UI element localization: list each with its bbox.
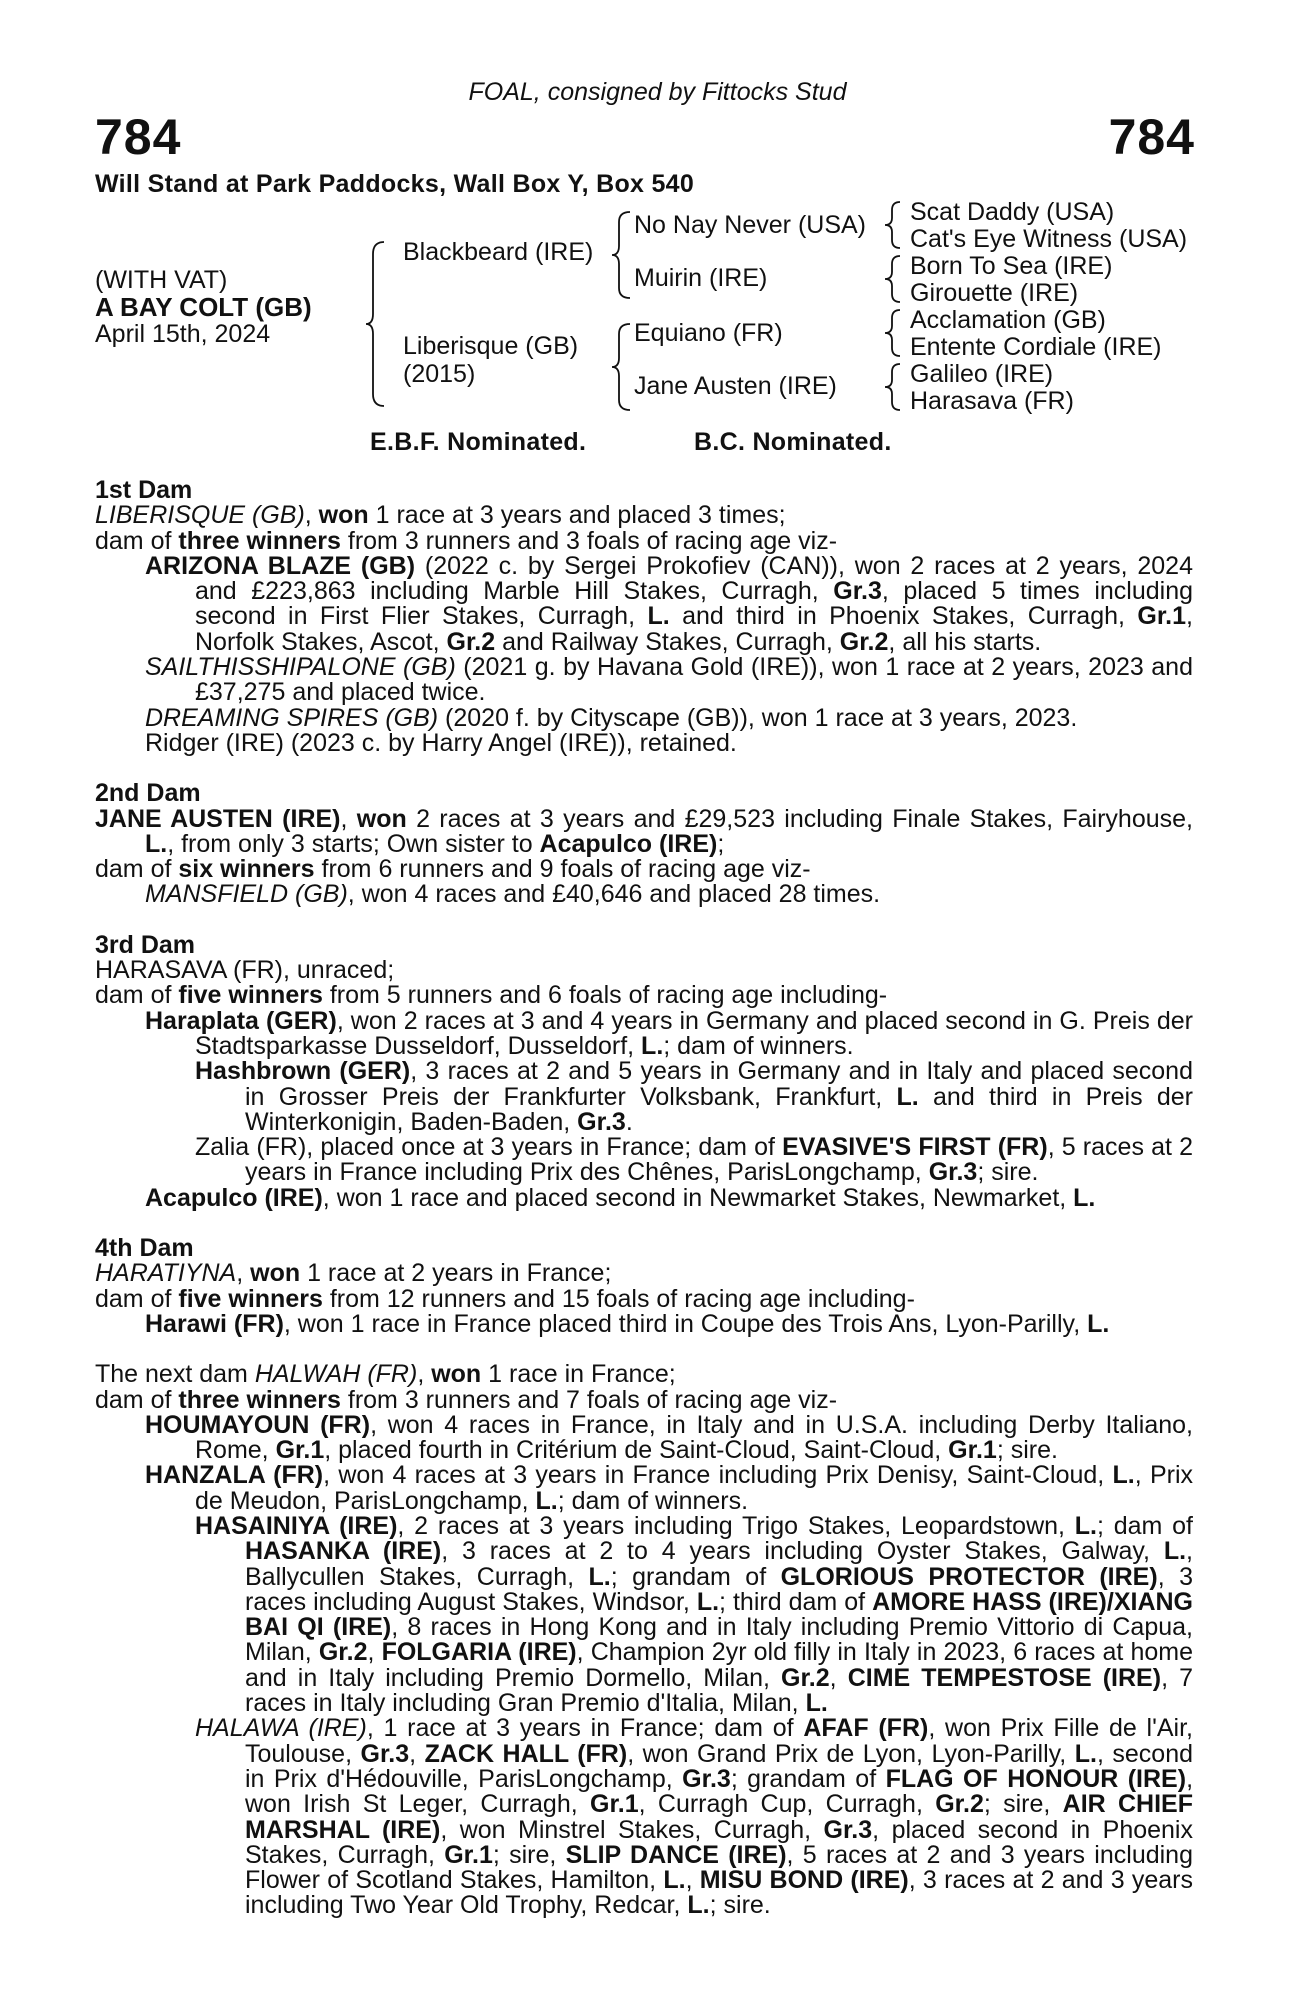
produce-entry: dam of five winners from 5 runners and 6 foals of racing age including- <box>95 981 888 1010</box>
produce-entry: Zalia (FR), placed once at 3 years in France; dam of EVASIVE'S FIRST (FR), 5 races at 2 years in France including Prix des Chênes, ParisLongchamp, Gr.3; sire. <box>195 1133 1193 1187</box>
lot-number-left: 784 <box>95 109 182 165</box>
produce-entry: DREAMING SPIRES (GB) (2020 f. by Cityscape (GB)), won 1 race at 3 years, 2023. <box>145 703 1078 732</box>
sire-dam: Muirin (IRE) <box>634 264 768 292</box>
dam-dam: Jane Austen (IRE) <box>634 372 837 400</box>
foaling-date: April 15th, 2024 <box>95 320 271 348</box>
pedigree-brace-sire <box>610 210 634 300</box>
ancestor-5: Acclamation (GB) <box>910 306 1106 334</box>
section-heading: 4th Dam <box>95 1234 194 1263</box>
produce-entry: dam of three winners from 3 runners and 7 foals of racing age viz- <box>95 1385 838 1414</box>
produce-entry: Harawi (FR), won 1 race in France placed third in Coupe des Trois Ans, Lyon-Parilly, L. <box>145 1309 1110 1338</box>
ancestor-6: Entente Cordiale (IRE) <box>910 333 1162 361</box>
horse-name: A BAY COLT (GB) <box>95 292 312 322</box>
section-spacer <box>95 908 1193 933</box>
produce-entry: HASAINIYA (IRE), 2 races at 3 years including Trigo Stakes, Leopardstown, L.; dam of HASANKA (IRE), 3 races at 2 to 4 years including Oyster Stakes, Galway, L., Ballycullen Stakes, Curragh, L.; grandam of GLORIOUS PROTECTOR (IRE), 3 races including August Stakes, Windsor, L.; third dam of AMORE HASS (IRE)/XIANG BAI QI (IRE), 8 races in Hong Kong and in Italy including Premio Vittorio di Capua, Milan, Gr.2, FOLGARIA (IRE), Champion 2yr old filly in Italy in 2023, 6 races at home and in Italy including Premio Dormello, Milan, Gr.2, CIME TEMPESTOSE (IRE), 7 races in Italy including Gran Premio d'Italia, Milan, L. <box>195 1511 1194 1718</box>
produce-entry: HARASAVA (FR), unraced; <box>95 956 395 985</box>
produce-entry: Acapulco (IRE), won 1 race and placed second in Newmarket Stakes, Newmarket, L. <box>145 1183 1096 1212</box>
pedigree-brace-main <box>364 240 388 408</box>
dam-section <box>95 1211 1193 1337</box>
section-heading: 1st Dam <box>95 476 193 504</box>
dam-section <box>95 756 1193 907</box>
lot-number-right: 784 <box>1108 109 1195 165</box>
produce-entry: HALAWA (IRE), 1 race at 3 years in France; dam of AFAF (FR), won Prix Fille de l'Air, Toulouse, Gr.3, ZACK HALL (FR), won Grand Prix de Lyon, Lyon-Parilly, L., second in Prix d'Hédouville, ParisLongchamp, Gr.3; grandam of FLAG OF HONOUR (IRE), won Irish St Leger, Curragh, Gr.1, Curragh Cup, Curragh, Gr.2; sire, AIR CHIEF MARSHAL (IRE), won Minstrel Stakes, Curragh, Gr.3, placed second in Phoenix Stakes, Curragh, Gr.1; sire, SLIP DANCE (IRE), 5 races at 2 and 3 years including Flower of Scotland Stakes, Hamilton, L., MISU BOND (IRE), 3 races at 2 and 3 years including Two Year Old Trophy, Redcar, L.; sire. <box>195 1714 1194 1920</box>
produce-entry: HARATIYNA, won 1 race at 2 years in France; <box>95 1259 612 1288</box>
produce-entry: dam of five winners from 12 runners and 15 foals of racing age including- <box>95 1284 915 1313</box>
produce-entry: SAILTHISSHIPALONE (GB) (2021 g. by Havana Gold (IRE)), won 1 race at 2 years, 2023 and £37,275 and placed twice. <box>145 653 1193 707</box>
section-heading: 2nd Dam <box>95 779 201 808</box>
dam-section <box>95 478 1193 756</box>
ancestor-2: Cat's Eye Witness (USA) <box>910 225 1188 253</box>
section-spacer <box>95 1337 1193 1362</box>
vat-label: (WITH VAT) <box>95 266 228 294</box>
produce-entry: Hashbrown (GER), 3 races at 2 and 5 years in Germany and in Italy and placed second in Grosser Preis der Frankfurter Volksbank, Frankfurt, L. and third in Preis der Winterkonigin, Baden-Baden, Gr.3. <box>195 1057 1193 1136</box>
dam-year: (2015) <box>403 360 476 388</box>
bc-nominated: B.C. Nominated. <box>694 428 892 456</box>
produce-entry: dam of three winners from 3 runners and 3 foals of racing age viz- <box>95 526 838 555</box>
produce-record <box>95 478 1193 1919</box>
ebf-nominated: E.B.F. Nominated. <box>370 428 587 456</box>
produce-entry: LIBERISQUE (GB), won 1 race at 3 years and placed 3 times; <box>95 501 786 530</box>
ancestor-4: Girouette (IRE) <box>910 279 1079 307</box>
produce-entry: HOUMAYOUN (FR), won 4 races in France, in Italy and in U.S.A. including Derby Italiano, Rome, Gr.1, placed fourth in Critérium de Saint-Cloud, Saint-Cloud, Gr.1; sire. <box>145 1410 1194 1465</box>
dam-section <box>95 908 1193 1211</box>
dam-section <box>95 1337 1193 1919</box>
section-spacer <box>95 756 1193 781</box>
sire-name: Blackbeard (IRE) <box>403 238 594 266</box>
produce-entry: ARIZONA BLAZE (GB) (2022 c. by Sergei Prokofiev (CAN)), won 2 races at 2 years, 2024 and £223,863 including Marble Hill Stakes, Curragh, Gr.3, placed 5 times including second in First Flier Stakes, Curragh, L. and third in Phoenix Stakes, Curragh, Gr.1, Norfolk Stakes, Ascot, Gr.2 and Railway Stakes, Curragh, Gr.2, all his starts. <box>145 551 1194 656</box>
pedigree-brace-g2 <box>882 254 904 304</box>
ancestor-1: Scat Daddy (USA) <box>910 198 1115 226</box>
stand-location: Will Stand at Park Paddocks, Wall Box Y, Box 540 <box>95 170 695 198</box>
produce-entry: MANSFIELD (GB), won 4 races and £40,646 and placed 28 times. <box>145 880 881 909</box>
produce-entry: The next dam HALWAH (FR), won 1 race in France; <box>95 1360 676 1389</box>
dam-name: Liberisque (GB) <box>403 332 579 360</box>
pedigree-brace-g1 <box>882 200 904 250</box>
dam-sire: Equiano (FR) <box>634 319 783 347</box>
produce-entry: JANE AUSTEN (IRE), won 2 races at 3 years and £29,523 including Finale Stakes, Fairyhouse, L., from only 3 starts; Own sister to Acapulco (IRE); <box>95 804 1193 858</box>
consignment-line: FOAL, consigned by Fittocks Stud <box>468 78 847 106</box>
sire-sire: No Nay Never (USA) <box>634 211 866 239</box>
section-spacer <box>95 1211 1193 1236</box>
pedigree-brace-g4 <box>882 362 904 412</box>
produce-entry: dam of six winners from 6 runners and 9 foals of racing age viz- <box>95 855 811 884</box>
produce-entry: HANZALA (FR), won 4 races at 3 years in France including Prix Denisy, Saint-Cloud, L., Prix de Meudon, ParisLongchamp, L.; dam of winners. <box>145 1461 1193 1515</box>
ancestor-7: Galileo (IRE) <box>910 360 1054 388</box>
ancestor-3: Born To Sea (IRE) <box>910 252 1113 280</box>
pedigree-brace-dam <box>610 322 634 412</box>
ancestor-8: Harasava (FR) <box>910 387 1074 415</box>
produce-entry: Ridger (IRE) (2023 c. by Harry Angel (IRE)), retained. <box>145 728 737 757</box>
section-heading: 3rd Dam <box>95 930 196 959</box>
pedigree-brace-g3 <box>882 308 904 358</box>
produce-entry: Haraplata (GER), won 2 races at 3 and 4 years in Germany and placed second in G. Preis der Stadtsparkasse Dusseldorf, Dusseldorf, L.; dam of winners. <box>145 1006 1193 1060</box>
